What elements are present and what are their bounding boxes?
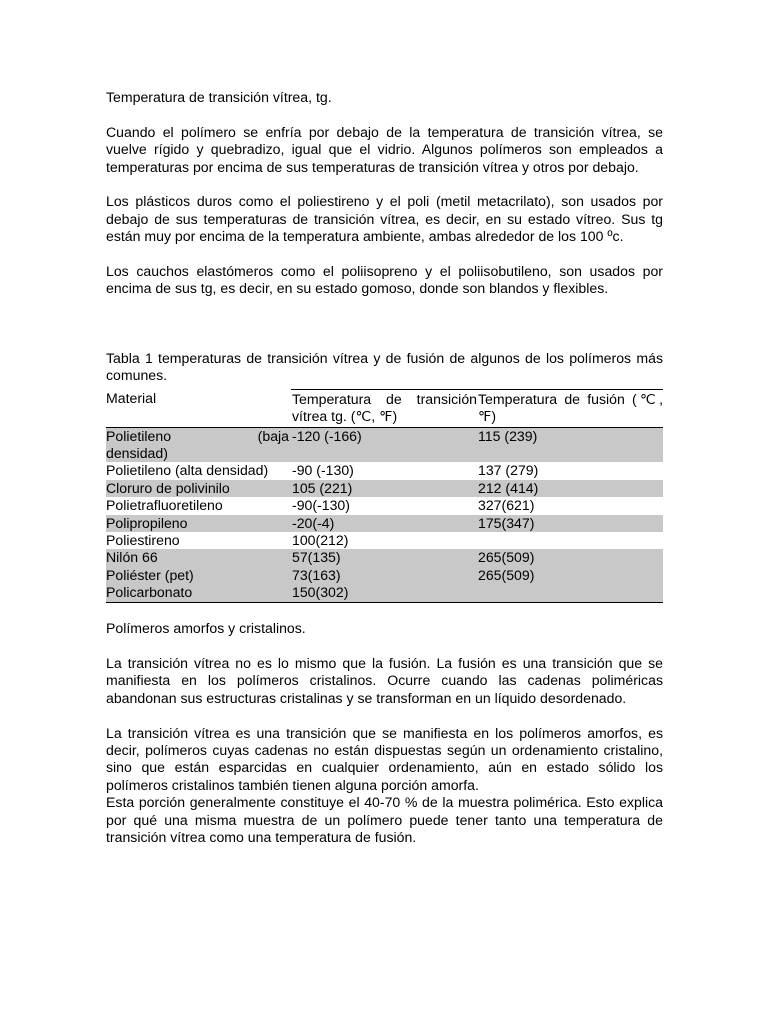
polymer-temperature-table bbox=[106, 389, 663, 603]
table-header-row bbox=[106, 389, 663, 427]
cell-tg: 73(163) bbox=[291, 567, 477, 584]
paragraph: Esta porción generalmente constituye el 40-70 % de la muestra polimérica. Esto explica por qué una misma muestra de un polímero puede tener tanto una temperatura de transición vítrea como una temperatura de fusión. bbox=[106, 794, 663, 845]
table-row bbox=[106, 480, 663, 497]
cell-tg: -90 (-130) bbox=[292, 462, 354, 479]
paragraph: Cuando el polímero se enfría por debajo de la temperatura de transición vítrea, se vuelve rígido y quebradizo, igual que el vidrio. Algunos polímeros son empleados a temperaturas por encima de sus temperaturas de transición vítrea y otros por debajo. bbox=[106, 123, 663, 175]
cell-material: Polipropileno bbox=[106, 515, 291, 532]
cell-material: Nilón 66 bbox=[106, 549, 291, 566]
section-title: Polímeros amorfos y cristalinos. bbox=[106, 620, 306, 637]
cell-material: Polietileno (alta densidad) bbox=[106, 462, 269, 479]
cell-tf: 137 (279) bbox=[478, 462, 539, 479]
cell-tg: 150(302) bbox=[291, 584, 477, 602]
table-row bbox=[106, 549, 663, 566]
cell-tf: 115 (239) bbox=[477, 427, 663, 462]
cell-material: Poliestireno bbox=[106, 532, 180, 549]
cell-tf: 175(347) bbox=[477, 515, 663, 532]
header-material: Material bbox=[106, 390, 157, 407]
table-caption: Tabla 1 temperaturas de transición vítrea y de fusión de algunos de los polímeros más comunes. bbox=[106, 350, 663, 384]
table-row bbox=[106, 584, 663, 602]
paragraph: Los cauchos elastómeros como el poliisopreno y el poliisobutileno, son usados por encima de sus tg, es decir, en su estado gomoso, donde son blandos y flexibles. bbox=[106, 263, 663, 297]
table-row bbox=[106, 462, 663, 479]
cell-tg: -20(-4) bbox=[291, 515, 477, 532]
cell-material: Polietileno (baja densidad) bbox=[106, 427, 289, 462]
table-row bbox=[106, 567, 663, 584]
table-row bbox=[106, 532, 663, 549]
cell-tg: -120 (-166) bbox=[291, 427, 477, 462]
table-row bbox=[106, 497, 663, 514]
cell-material: Cloruro de polivinilo bbox=[106, 480, 291, 497]
table-row bbox=[106, 515, 663, 532]
paragraph: La transición vítrea es una transición que se manifiesta en los polímeros amorfos, es decir, polímeros cuyas cadenas no están dispuestas según un ordenamiento cristalino, sino que están esparcidas en cualquier ordenamiento, aún en estado sólido los polímeros cristalinos también tienen alguna porción amorfa. bbox=[106, 724, 663, 793]
cell-tf: 265(509) bbox=[477, 567, 663, 584]
cell-tf bbox=[477, 584, 663, 602]
cell-tf: 265(509) bbox=[477, 549, 663, 566]
cell-tf bbox=[477, 532, 663, 549]
cell-tf: 212 (414) bbox=[477, 480, 663, 497]
paragraph: Los plásticos duros como el poliestireno y el poli (metil metacrilato), son usados por debajo de sus temperaturas de transición vítrea, es decir, en su estado vítreo. Sus tg están muy por encima de la temperatura ambiente, ambas alrededor de los 100 ºc. bbox=[106, 193, 663, 245]
cell-tg: -90(-130) bbox=[292, 497, 350, 514]
paragraph: La transición vítrea no es lo mismo que la fusión. La fusión es una transición que se manifiesta en los polímeros cristalinos. Ocurre cuando las cadenas poliméricas abandonan sus estructuras cristalinas y se transforman en un líquido desordenado. bbox=[106, 654, 663, 706]
cell-tg: 105 (221) bbox=[291, 480, 477, 497]
cell-tg: 100(212) bbox=[292, 532, 349, 549]
document-body bbox=[106, 89, 663, 846]
header-glass-transition: Temperatura de transición vítrea tg. (℃, ℉) bbox=[291, 389, 477, 427]
cell-material: Poliéster (pet) bbox=[106, 567, 291, 584]
cell-material: Policarbonato bbox=[106, 584, 291, 602]
header-melting: Temperatura de fusión (℃, ℉) bbox=[477, 389, 663, 427]
section-title: Temperatura de transición vítrea, tg. bbox=[106, 89, 332, 105]
table-row bbox=[106, 427, 663, 462]
cell-tf: 327(621) bbox=[478, 497, 535, 514]
cell-tg: 57(135) bbox=[291, 549, 477, 566]
cell-material: Polietrafluoretileno bbox=[106, 497, 223, 514]
